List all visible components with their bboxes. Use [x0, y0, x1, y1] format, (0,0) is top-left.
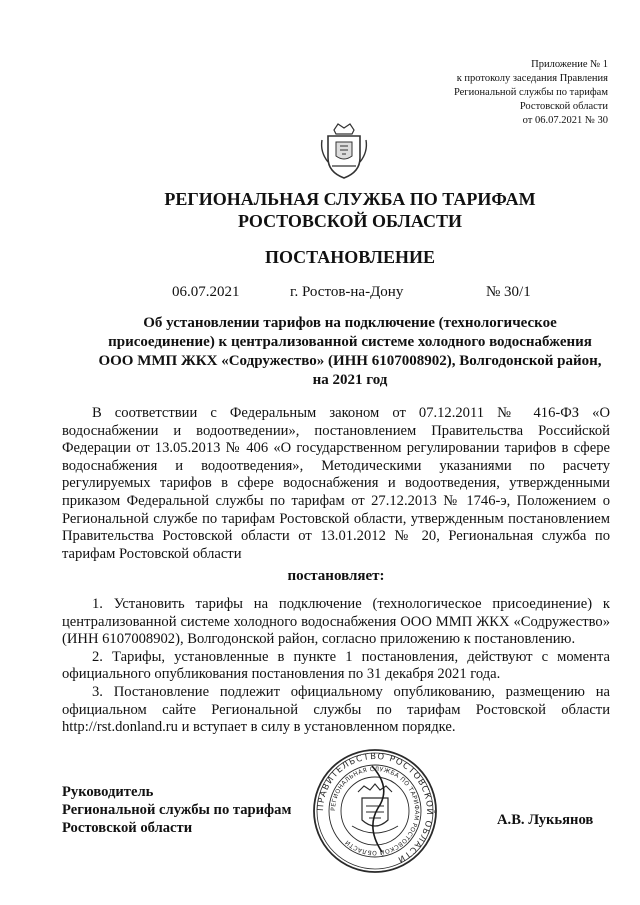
- svg-text:РЕГИОНАЛЬНАЯ СЛУЖБА ПО ТАРИФАМ: [330, 766, 420, 856]
- resolution-word: постановляет:: [287, 568, 385, 584]
- signatory-position: [62, 783, 291, 837]
- seal-inner-text: РЕГИОНАЛЬНАЯ СЛУЖБА ПО ТАРИФАМ РОСТОВСКОЙ ОБЛАСТИ: [329, 765, 421, 857]
- subject-line: Об установлении тарифов на подключение (технологическое: [143, 315, 557, 331]
- resolution-item: 1. Установить тарифы на подключение (технологическое присоединение) к централизованной системе холодного водоснабжения ООО ММП ЖКХ «Содружество» (ИНН 6107008902), Волгодонской район, согласно приложению к постановлению.: [62, 596, 610, 648]
- position-line: Ростовской области: [62, 820, 193, 836]
- document-number: № 30/1: [486, 284, 531, 300]
- subject-line: присоединение) к централизованной системе холодного водоснабжения: [108, 334, 592, 350]
- official-seal-icon: [312, 748, 438, 874]
- preamble-paragraph: В соответствии с Федеральным законом от 07.12.2011 № 416-ФЗ «О водоснабжении и водоотведении», постановлением Правительства Российской Федерации от 13.05.2013 № 406 «О государственном регулировании тарифов в сфере водоснабжения и водоотведения», Методическими указаниями по расчету регулируемых тарифов в сфере водоснабжения и водоотведения, утвержденными приказом Федеральной службы по тарифам от 27.12.2013 № 1746-э, Положением о Региональной службе по тарифам Ростовской области, утвержденным постановлением Правительства Ростовской области от 13.01.2012 № 20, Региональная служба по тарифам Ростовской области: [62, 405, 610, 562]
- resolution-items: [62, 596, 610, 737]
- document-date: 06.07.2021: [172, 284, 240, 300]
- annex-line: Региональной службы по тарифам: [453, 87, 608, 98]
- annex-line: Приложение № 1: [531, 59, 608, 70]
- organization-name: [0, 188, 640, 232]
- position-line: Региональной службы по тарифам: [62, 802, 292, 818]
- position-line: Руководитель: [62, 784, 154, 800]
- resolution-item: 3. Постановление подлежит официальному опубликованию, размещению на официальном сайте Региональной службы по тарифам Ростовской области http://rst.donland.ru и вступает в силу в установленном порядке.: [62, 683, 610, 736]
- subject-line: на 2021 год: [312, 372, 388, 388]
- organization-line: РЕГИОНАЛЬНАЯ СЛУЖБА ПО ТАРИФАМ: [164, 189, 536, 209]
- signatory-name: А.В. Лукьянов: [497, 812, 594, 828]
- annex-line: от 06.07.2021 № 30: [522, 115, 608, 126]
- resolution-item: 2. Тарифы, установленные в пункте 1 постановления, действуют с момента официального опубликования постановления по 31 декабря 2021 года.: [62, 648, 610, 683]
- annex-line: Ростовской области: [519, 101, 608, 112]
- document-subject: [60, 314, 640, 390]
- coat-of-arms-icon: [318, 122, 370, 180]
- seal-outer-text: ПРАВИТЕЛЬСТВО РОСТОВСКОЙ ОБЛАСТИ: [315, 751, 435, 865]
- organization-line: РОСТОВСКОЙ ОБЛАСТИ: [238, 211, 462, 231]
- annex-note: [454, 58, 608, 128]
- document-type: ПОСТАНОВЛЕНИЕ: [264, 247, 436, 267]
- subject-line: ООО ММП ЖКХ «Содружество» (ИНН 6107008902), Волгодонской район,: [98, 353, 602, 369]
- document-city: г. Ростов-на-Дону: [290, 284, 404, 300]
- annex-line: к протоколу заседания Правления: [456, 73, 608, 84]
